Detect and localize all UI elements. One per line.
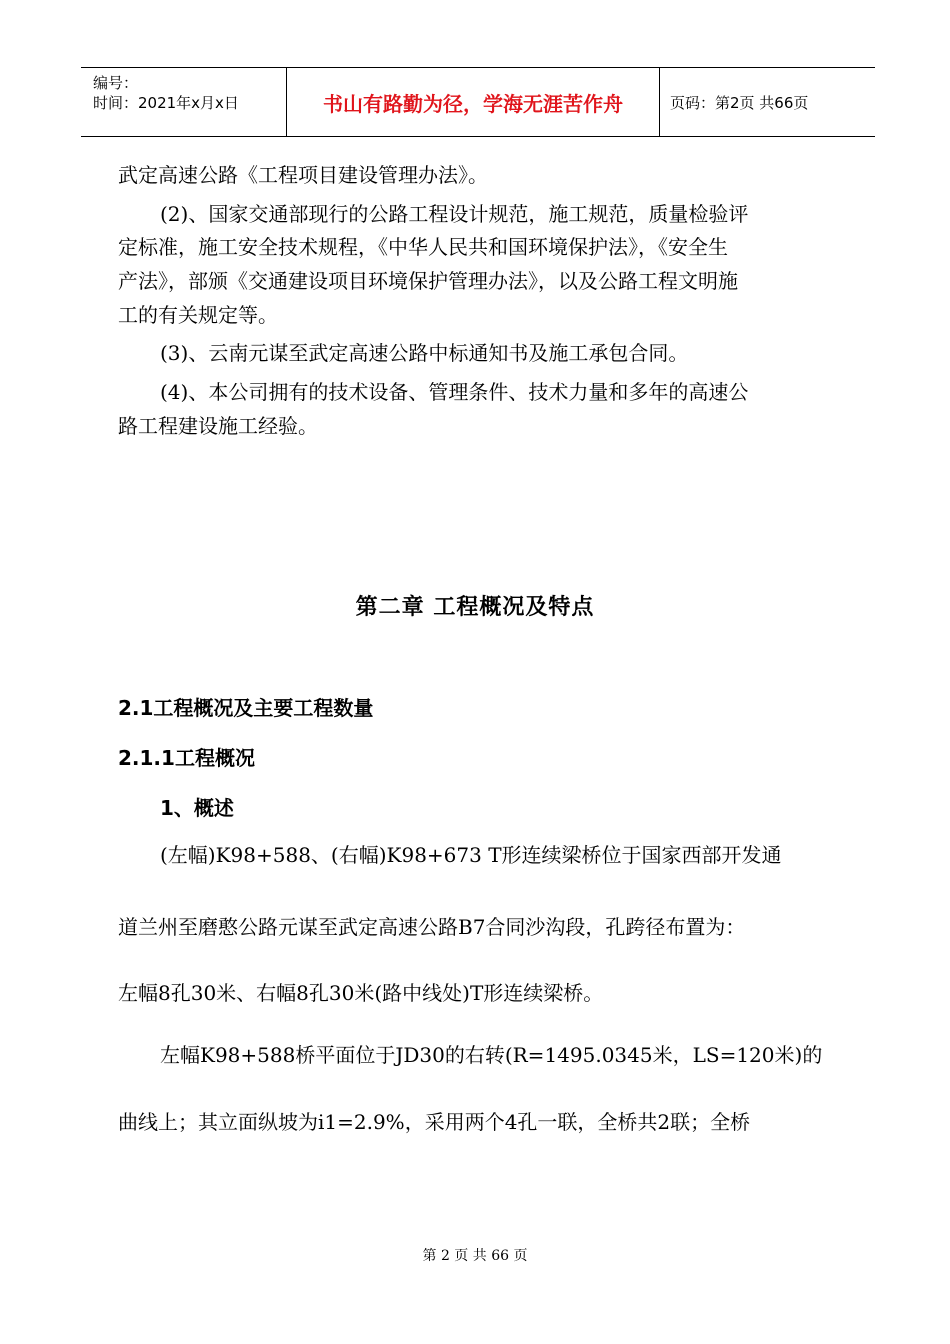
chapter-title: 第二章 工程概况及特点 xyxy=(355,595,595,620)
body-line: 武定高速公路《工程项目建设管理办法》。 xyxy=(118,163,488,187)
body-line: (3)、云南元谋至武定高速公路中标通知书及施工承包合同。 xyxy=(160,341,689,365)
header-meta xyxy=(81,68,287,136)
para-line: 左幅8孔30米、右幅8孔30米(路中线处)T形连续梁桥。 xyxy=(118,981,604,1005)
para-line: 曲线上；其立面纵坡为i1=2.9%，采用两个4孔一联，全桥共2联；全桥 xyxy=(118,1110,751,1134)
body-line: 路工程建设施工经验。 xyxy=(118,414,318,438)
body-line: 产法》，部颁《交通建设项目环境保护管理办法》，以及公路工程文明施 xyxy=(118,269,738,293)
para-line: 左幅K98+588桥平面位于JD30的右转(R=1495.0345米，LS=120米)的 xyxy=(160,1043,823,1067)
body-line: 定标准，施工安全技术规程，《中华人民共和国环境保护法》，《安全生 xyxy=(118,235,728,259)
section-heading: 2.1工程概况及主要工程数量 xyxy=(118,696,374,720)
body-line: 工的有关规定等。 xyxy=(118,303,278,327)
date-label: 时间：2021年x月x日 xyxy=(93,94,239,112)
page-header xyxy=(81,67,875,137)
number-label: 编号： xyxy=(93,74,139,92)
body-line: (2)、国家交通部现行的公路工程设计规范，施工规范，质量检验评 xyxy=(160,202,749,226)
item-heading: 1、概述 xyxy=(160,796,234,820)
header-page-info: 页码：第2页 共66页 xyxy=(670,93,809,112)
subsection-heading: 2.1.1工程概况 xyxy=(118,746,255,770)
para-line: (左幅)K98+588、(右幅)K98+673 T形连续梁桥位于国家西部开发通 xyxy=(160,843,782,867)
para-line: 道兰州至磨憨公路元谋至武定高速公路B7合同沙沟段，孔跨径布置为： xyxy=(118,915,746,939)
page-footer: 第 2 页 共 66 页 xyxy=(422,1248,528,1264)
body-line: (4)、本公司拥有的技术设备、管理条件、技术力量和多年的高速公 xyxy=(160,380,749,404)
header-motto: 书山有路勤为径，学海无涯苦作舟 xyxy=(287,68,660,136)
